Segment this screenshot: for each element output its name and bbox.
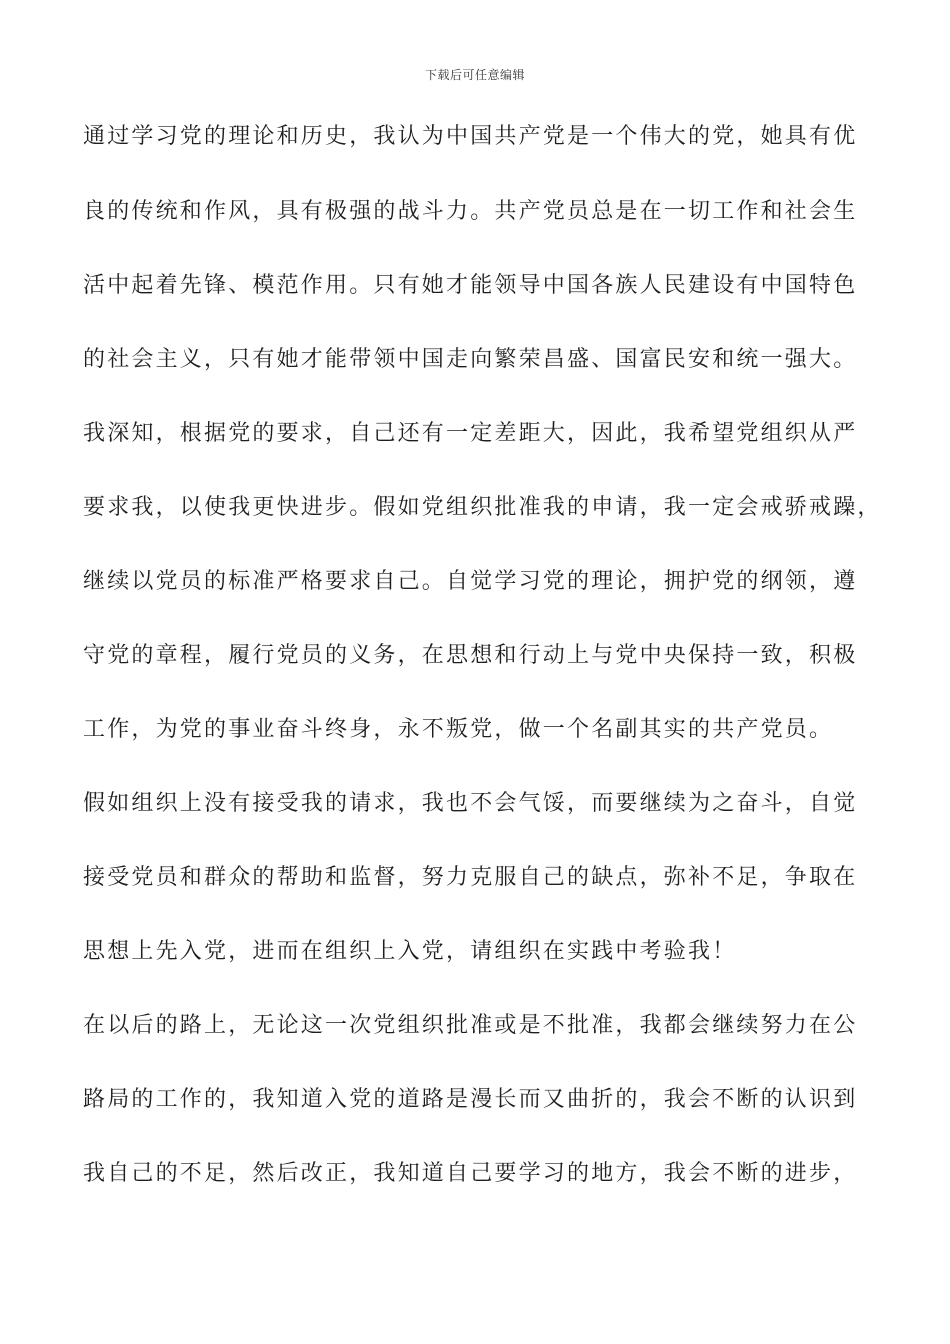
text-line: 要求我，以使我更快进步。假如党组织批准我的申请，我一定会戒骄戒躁， [83,495,882,520]
text-line: 良的传统和作风，具有极强的战斗力。共产党员总是在一切工作和社会生 [83,199,858,224]
text-line: 我深知，根据党的要求，自己还有一定差距大，因此，我希望党组织从严 [83,421,858,446]
text-line: 假如组织上没有接受我的请求，我也不会气馁，而要继续为之奋斗，自觉 [83,791,858,816]
text-line: 通过学习党的理论和历史，我认为中国共产党是一个伟大的党，她具有优 [83,124,858,149]
text-line: 守党的章程，履行党员的义务，在思想和行动上与党中央保持一致，积极 [83,643,858,668]
text-line: 我自己的不足，然后改正，我知道自己要学习的地方，我会不断的进步， [83,1161,858,1186]
text-line: 活中起着先锋、模范作用。只有她才能领导中国各族人民建设有中国特色 [83,273,858,298]
text-line: 继续以党员的标准严格要求自己。自觉学习党的理论，拥护党的纲领，遵 [83,569,858,594]
text-line: 思想上先入党，进而在组织上入党，请组织在实践中考验我！ [83,939,737,964]
header-note: 下载后可任意编辑 [424,68,525,82]
text-line: 路局的工作的，我知道入党的道路是漫长而又曲折的，我会不断的认识到 [83,1087,858,1112]
text-line: 在以后的路上，无论这一次党组织批准或是不批准，我都会继续努力在公 [83,1013,858,1038]
text-line: 接受党员和群众的帮助和监督，努力克服自己的缺点，弥补不足，争取在 [83,865,858,890]
text-line: 的社会主义，只有她才能带领中国走向繁荣昌盛、国富民安和统一强大。 [83,347,858,372]
text-line: 工作，为党的事业奋斗终身，永不叛党，做一个名副其实的共产党员。 [83,717,834,742]
